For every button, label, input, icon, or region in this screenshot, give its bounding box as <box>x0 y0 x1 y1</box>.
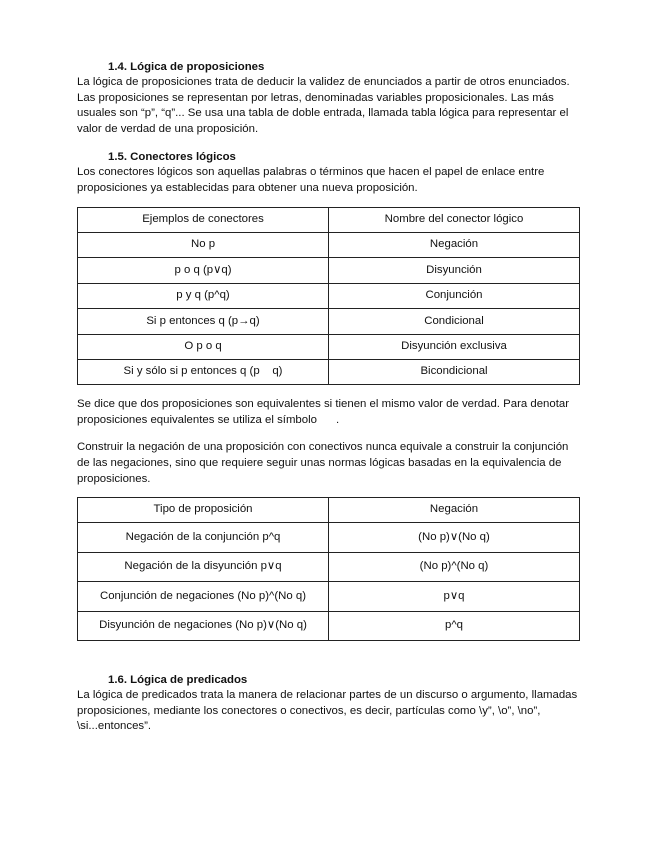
section-heading-1-5: 1.5. Conectores lógicos <box>108 151 236 164</box>
connectors-table <box>77 207 580 386</box>
table-row <box>78 582 580 612</box>
table-cell: Si y sólo si p entonces q (p q) <box>78 359 329 384</box>
table-header-cell: Ejemplos de conectores <box>78 207 329 232</box>
table-cell: Condicional <box>329 309 580 334</box>
paragraph-equivalentes: Se dice que dos proposiciones son equivalentes si tienen el mismo valor de verdad. Para denotar proposiciones equivalentes se utiliza el símbolo . <box>77 398 573 426</box>
paragraph-proposiciones-1: La lógica de proposiciones trata de deducir la validez de enunciados a partir de otros enunciados. <box>77 76 570 88</box>
table-cell: (No p)^(No q) <box>329 552 580 582</box>
table-header-cell: Nombre del conector lógico <box>329 207 580 232</box>
table-row <box>78 611 580 641</box>
table-header-row <box>78 207 580 232</box>
section-heading-1-4: 1.4. Lógica de proposiciones <box>108 61 265 73</box>
table-cell: Negación de la disyunción p∨q <box>78 552 329 582</box>
table-row <box>78 334 580 359</box>
table-row <box>78 552 580 582</box>
table-cell: Disyunción exclusiva <box>329 334 580 359</box>
paragraph-proposiciones-2: Las proposiciones se representan por letras, denominadas variables proposicionales. Las más usuales son “p”, “q”... Se usa una tabla de doble entrada, llamada tabla lógica para representar el valor de verdad de una proposición. <box>77 91 569 135</box>
table-cell: Bicondicional <box>329 359 580 384</box>
table-row <box>78 258 580 283</box>
paragraph-conectores-intro: Los conectores lógicos son aquellas palabras o términos que hacen el papel de enlace entre proposiciones ya establecidas para obtener una nueva proposición. <box>77 166 545 194</box>
table-header-cell: Negación <box>329 498 580 523</box>
table-cell: O p o q <box>78 334 329 359</box>
section-heading-1-6: 1.6. Lógica de predicados <box>108 674 248 687</box>
table-cell: Negación de la conjunción p^q <box>78 523 329 553</box>
table-cell: No p <box>78 232 329 257</box>
table-header-cell: Tipo de proposición <box>78 498 329 523</box>
table-cell: p y q (p^q) <box>78 283 329 308</box>
table-cell: Disyunción de negaciones (No p)∨(No q) <box>78 611 329 641</box>
table-row <box>78 523 580 553</box>
document-page <box>77 59 580 735</box>
table-row <box>78 232 580 257</box>
negations-table <box>77 497 580 641</box>
table-cell: p∨q <box>329 582 580 612</box>
table-cell: p^q <box>329 611 580 641</box>
table-cell: Conjunción de negaciones (No p)^(No q) <box>78 582 329 612</box>
paragraph-negacion: Construir la negación de una proposición con conectivos nunca equivale a construir la conjunción de las negaciones, sino que requiere seguir unas normas lógicas basadas en la equivalencia de proposiciones. <box>77 441 569 485</box>
table-row <box>78 309 580 334</box>
paragraph-predicados: La lógica de predicados trata la manera de relacionar partes de un discurso o argumento, llamadas proposiciones, mediante los conectores o conectivos, es decir, partículas como \y”, \o”, \no”, \si...entonces”. <box>77 689 578 733</box>
table-header-row <box>78 498 580 523</box>
table-cell: Si p entonces q (p→q) <box>78 309 329 334</box>
table-cell: (No p)∨(No q) <box>329 523 580 553</box>
table-row <box>78 359 580 384</box>
table-cell: Conjunción <box>329 283 580 308</box>
table-cell: Negación <box>329 232 580 257</box>
table-cell: Disyunción <box>329 258 580 283</box>
table-row <box>78 283 580 308</box>
table-cell: p o q (p∨q) <box>78 258 329 283</box>
